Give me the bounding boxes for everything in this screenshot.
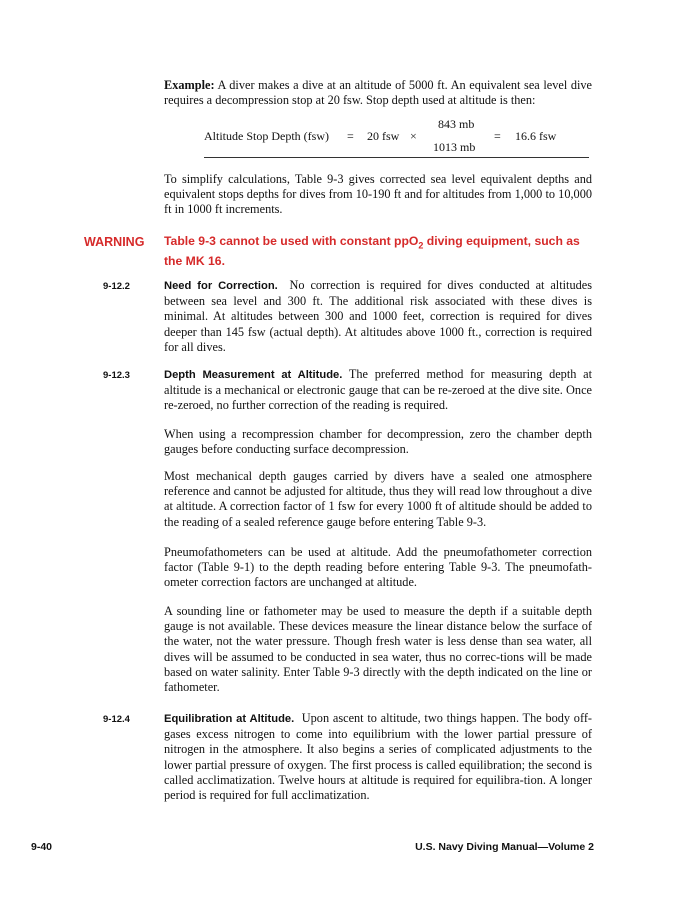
formula-result: 16.6 fsw bbox=[515, 129, 557, 143]
section-9-12-3 bbox=[164, 367, 592, 414]
section-paragraph: No correction is required for dives conducted at altitudes between sea level and 300 ft. The additional risk associated with these dives is minimal. At altitudes between 300 and 1000 feet, correction is required for dives deeper than 145 fsw (actual depth). At altitudes above 1000 ft., correction is required for all dives. bbox=[164, 278, 592, 354]
formula-equals-2: = bbox=[494, 129, 501, 143]
paragraph-chamber-gauges bbox=[164, 427, 592, 457]
warning-text-part-1: Table 9-3 cannot be used with constant ppO bbox=[164, 234, 419, 248]
intro-text: To simplify calculations, Table 9-3 gives corrected sea level equivalent depths and equivalent stops depths for dives from 10-190 ft and for altitudes from 1,000 to 10,000 ft in 1000 ft increments. bbox=[164, 172, 592, 217]
section-number-9-12-4: 9-12.4 bbox=[103, 714, 130, 725]
paragraph-mechanical-gauges bbox=[164, 469, 592, 530]
section-heading: Need for Correction. bbox=[164, 280, 278, 292]
warning-subscript: 2 bbox=[418, 240, 424, 251]
formula-lhs: Altitude Stop Depth (fsw) bbox=[204, 129, 329, 143]
warning-text-part-2: diving equipment, such as the MK 16. bbox=[164, 234, 580, 268]
formula-denominator: 1013 mb bbox=[433, 140, 476, 154]
formula-rule bbox=[204, 157, 589, 158]
section-paragraph: When using a recompression chamber for decompression, zero the chamber depth gauges before conducting surface decompression. bbox=[164, 427, 592, 457]
section-paragraph: Upon ascent to altitude, two things happen. The body off-gases excess nitrogen to come into equilibrium with the lower partial pressure of nitrogen in the atmosphere. It also begins a series of complicated adjustments to the lower partial pressure of oxygen. The first process is called equilibration; the second is called acclimatization. Twelve hours at altitude is required for equilibra-tion. A longer period is required for full acclimatization. bbox=[164, 711, 593, 803]
section-paragraph: Pneumofathometers can be used at altitude. Add the pneumofathometer correction factor (Table 9-1) to the depth reading before entering Table 9-3. The pneumofath-ometer correction factors are unchanged at altitude. bbox=[164, 545, 592, 590]
formula-term: 20 fsw bbox=[367, 129, 400, 143]
footer-page-number: 9-40 bbox=[31, 841, 53, 853]
section-heading: Depth Measurement at Altitude. bbox=[164, 369, 343, 381]
section-paragraph: A sounding line or fathometer may be used to measure the depth if a suitable depth gauge is not available. These devices measure the linear distance below the surface of the water, not the water pressure. Though fresh water is less dense than sea water, all dives will be assumed to be conducted in sea water, thus no correc-tions will be made based on water salinity. Enter Table 9-3 directly with the depth indicated on the line or fathometer. bbox=[164, 604, 592, 695]
warning-text bbox=[164, 234, 594, 269]
section-9-12-2 bbox=[164, 278, 592, 355]
section-number-9-12-3: 9-12.3 bbox=[103, 370, 130, 381]
paragraph-pneumofathometers bbox=[164, 545, 592, 591]
intro-paragraph bbox=[164, 172, 592, 218]
formula-equals: = bbox=[347, 129, 354, 143]
section-number-9-12-2: 9-12.2 bbox=[103, 281, 130, 292]
formula-times: × bbox=[410, 129, 417, 143]
footer-title: U.S. Navy Diving Manual—Volume 2 bbox=[415, 841, 594, 853]
example-text: A diver makes a dive at an altitude of 5000 ft. An equivalent sea level dive requires a decompression stop at 20 fsw. Stop depth used at altitude is then: bbox=[164, 78, 592, 108]
section-paragraph: The preferred method for measuring depth at altitude is a mechanical or electronic gauge that can be re-zeroed at the dive site. Once re-zeroed, no further correction of the reading is required. bbox=[164, 367, 592, 413]
paragraph-sounding-line bbox=[164, 604, 592, 695]
section-9-12-4 bbox=[164, 711, 592, 803]
section-paragraph: Most mechanical depth gauges carried by divers have a sealed one atmosphere reference and cannot be adjusted for altitude, thus they will read low throughout a dive at altitude. A correction factor of 1 fsw for every 1000 ft of altitude should be added to the reading of a sealed reference gauge before entering Table 9-3. bbox=[164, 469, 592, 529]
example-paragraph bbox=[164, 78, 592, 108]
warning-label: WARNING bbox=[84, 235, 145, 249]
section-heading: Equilibration at Altitude. bbox=[164, 713, 295, 725]
example-label: Example: bbox=[164, 78, 215, 92]
formula-numerator: 843 mb bbox=[438, 117, 475, 131]
